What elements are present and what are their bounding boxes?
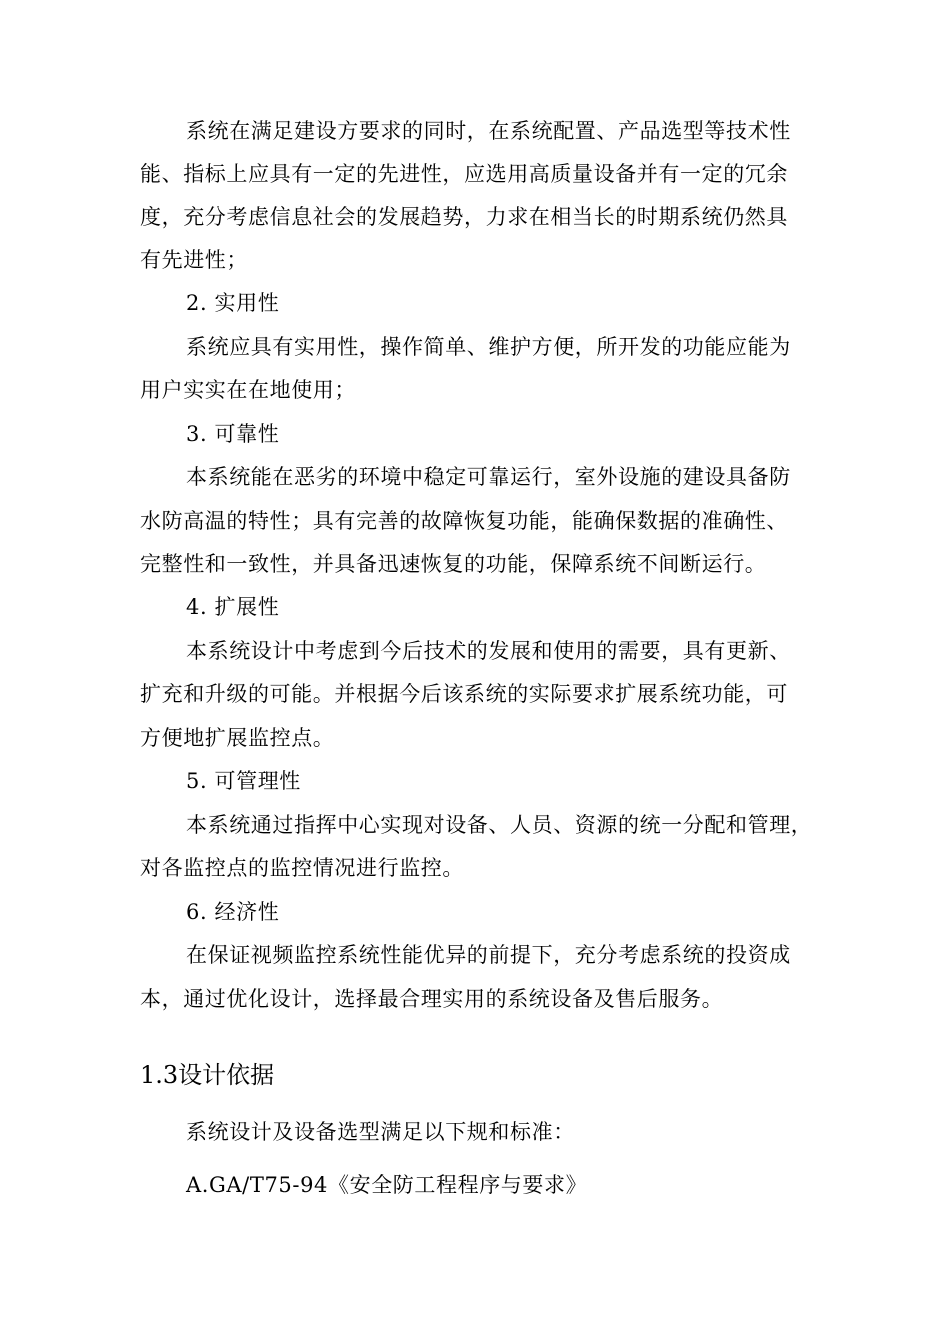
paragraph-line: 本，通过优化设计，选择最合理实用的系统设备及售后服务。	[140, 987, 724, 1011]
paragraph-line: 本系统设计中考虑到今后技术的发展和使用的需要，具有更新、	[186, 639, 791, 663]
paragraph-line: 本系统通过指挥中心实现对设备、人员、资源的统一分配和管理，	[186, 813, 813, 837]
paragraph-line: 能、指标上应具有一定的先进性，应选用高质量设备并有一定的冗余	[140, 162, 788, 186]
paragraph-line: 用户实实在在地使用；	[140, 378, 356, 402]
paragraph-line: 有先进性；	[140, 248, 248, 272]
paragraph-line: 完整性和一致性，并具备迅速恢复的功能，保障系统不间断运行。	[140, 552, 767, 576]
paragraph-line: 度，充分考虑信息社会的发展趋势，力求在相当长的时期系统仍然具	[140, 205, 788, 229]
paragraph-line: 方便地扩展监控点。	[140, 726, 335, 750]
paragraph-line: 扩充和升级的可能。并根据今后该系统的实际要求扩展系统功能，可	[140, 682, 788, 706]
standard-item-a: A.GA/T75-94《安全防工程程序与要求》	[186, 1173, 588, 1197]
paragraph-line: 本系统能在恶劣的环境中稳定可靠运行，室外设施的建设具备防	[186, 465, 791, 489]
item-heading-manageability: 5. 可管理性	[186, 769, 301, 793]
item-heading-economy: 6. 经济性	[186, 900, 280, 924]
paragraph-line: 系统应具有实用性，操作简单、维护方便，所开发的功能应能为	[186, 335, 791, 359]
paragraph-line: 水防高温的特性；具有完善的故障恢复功能，能确保数据的准确性、	[140, 509, 788, 533]
item-heading-extensibility: 4. 扩展性	[186, 595, 280, 619]
paragraph-line: 在保证视频监控系统性能优异的前提下，充分考虑系统的投资成	[186, 943, 791, 967]
section-title: 1.3设计依据	[140, 1061, 275, 1089]
paragraph-line: 系统在满足建设方要求的同时，在系统配置、产品选型等技术性	[186, 119, 791, 143]
section-intro: 系统设计及设备选型满足以下规和标准：	[186, 1120, 575, 1144]
item-heading-reliability: 3. 可靠性	[186, 422, 280, 446]
paragraph-line: 对各监控点的监控情况进行监控。	[140, 856, 464, 880]
item-heading-practicality: 2. 实用性	[186, 291, 280, 315]
